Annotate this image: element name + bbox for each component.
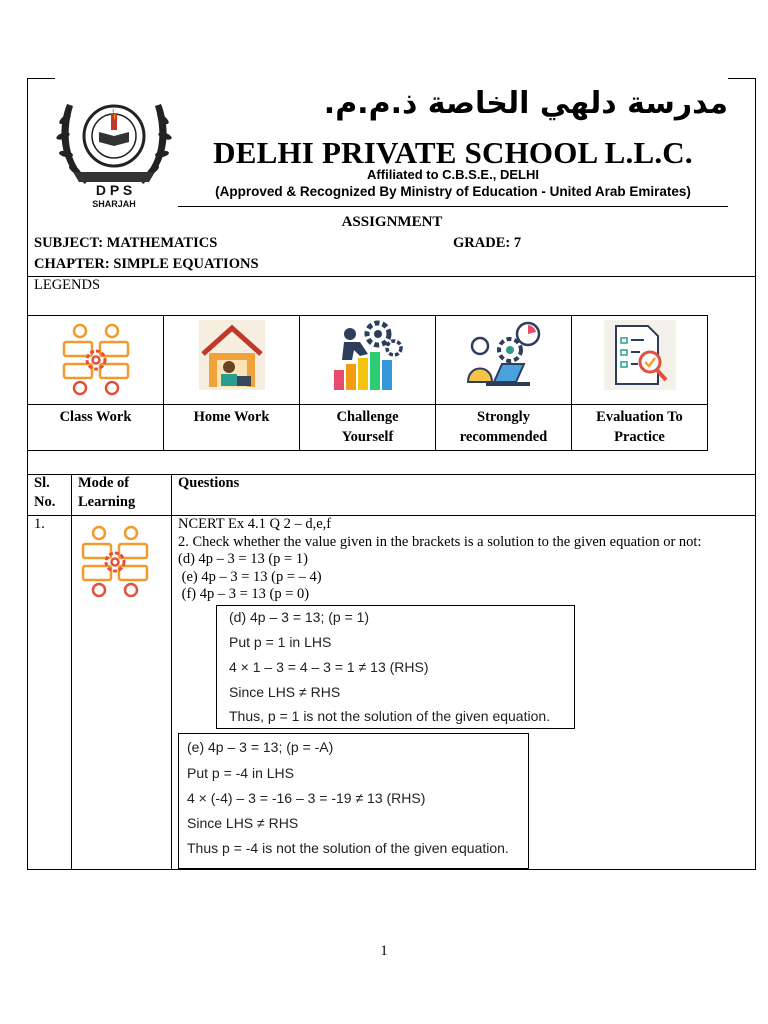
solution-line: 4 × (-4) – 3 = -16 – 3 = -19 ≠ 13 (RHS) [187,790,426,806]
legend-cell-strongly-recommended [436,316,572,405]
legend-cell-evaluation [572,316,708,405]
evaluation-icon [604,320,676,390]
frame-top-right-tick [728,78,756,79]
row-number: 1. [34,516,45,532]
grade-label: GRADE: 7 [453,235,522,251]
class-work-icon [58,320,134,396]
legend-label-challenge: Challenge Yourself [300,405,436,451]
challenge-icon [330,320,406,390]
table-col-divider [71,474,72,870]
solution-line: Put p = -4 in LHS [187,765,295,781]
legend-label-home-work: Home Work [164,405,300,451]
legend-label-class-work: Class Work [28,405,164,451]
question-line: (f) 4p – 3 = 13 (p = 0) [178,586,310,602]
solution-line: 4 × 1 – 3 = 4 – 3 = 1 ≠ 13 (RHS) [229,659,429,675]
question-line: (e) 4p – 3 = 13 (p = – 4) [178,568,322,585]
school-name: DELHI PRIVATE SCHOOL L.L.C. [213,135,693,170]
question-line: 2. Check whether the value given in the brackets is a solution to the given equation or not: [178,533,702,550]
chapter-label: CHAPTER: SIMPLE EQUATIONS [34,256,259,272]
legend-table [27,315,708,451]
solution-line: Thus p = -4 is not the solution of the given equation. [187,840,509,856]
frame-top-left-tick [27,78,55,79]
col-header-mode: Mode of Learning [78,475,136,510]
legends-label: LEGENDS [34,277,101,293]
solution-line: Since LHS ≠ RHS [187,815,299,831]
legend-cell-class-work [28,316,164,405]
legend-cell-home-work [164,316,300,405]
home-work-icon [199,320,265,390]
school-name-arabic: مدرسة دلهي الخاصة ذ.م.م. [323,86,728,121]
solution-box-d [216,605,575,729]
solution-line: Thus, p = 1 is not the solution of the given equation. [229,708,551,724]
question-line: NCERT Ex 4.1 Q 2 – d,e,f [178,516,332,532]
legend-label-evaluation: Evaluation To Practice [572,405,708,451]
col-header-questions: Questions [178,475,240,491]
solution-line: (e) 4p – 3 = 13; (p = -A) [187,739,334,755]
legend-cell-challenge [300,316,436,405]
subject-label: SUBJECT: MATHEMATICS [34,235,218,251]
assignment-title: ASSIGNMENT [341,214,443,230]
affiliation-line: Affiliated to C.B.S.E., DELHI [367,167,539,182]
strongly-recommended-icon [464,320,544,390]
col-header-sl-no: Sl. No. [34,475,56,510]
logo-text-sharjah: SHARJAH [92,199,136,209]
divider [27,276,756,277]
question-text [178,516,701,604]
solution-line: (d) 4p – 3 = 13; (p = 1) [229,609,370,625]
page-number: 1 [380,943,388,959]
school-logo-icon [55,84,173,212]
solution-line: Put p = 1 in LHS [229,634,332,650]
solution-line: Since LHS ≠ RHS [229,684,341,700]
legend-label-strongly-recommended: Strongly recommended [436,405,572,451]
class-work-icon [77,522,153,598]
header-rule [178,206,728,207]
logo-text-dps: D P S [95,182,133,198]
question-line: (d) 4p – 3 = 13 (p = 1) [178,551,308,567]
table-col-divider [171,474,172,870]
solution-box-e [178,733,529,869]
approval-line: (Approved & Recognized By Ministry of Education - United Arab Emirates) [215,184,691,199]
